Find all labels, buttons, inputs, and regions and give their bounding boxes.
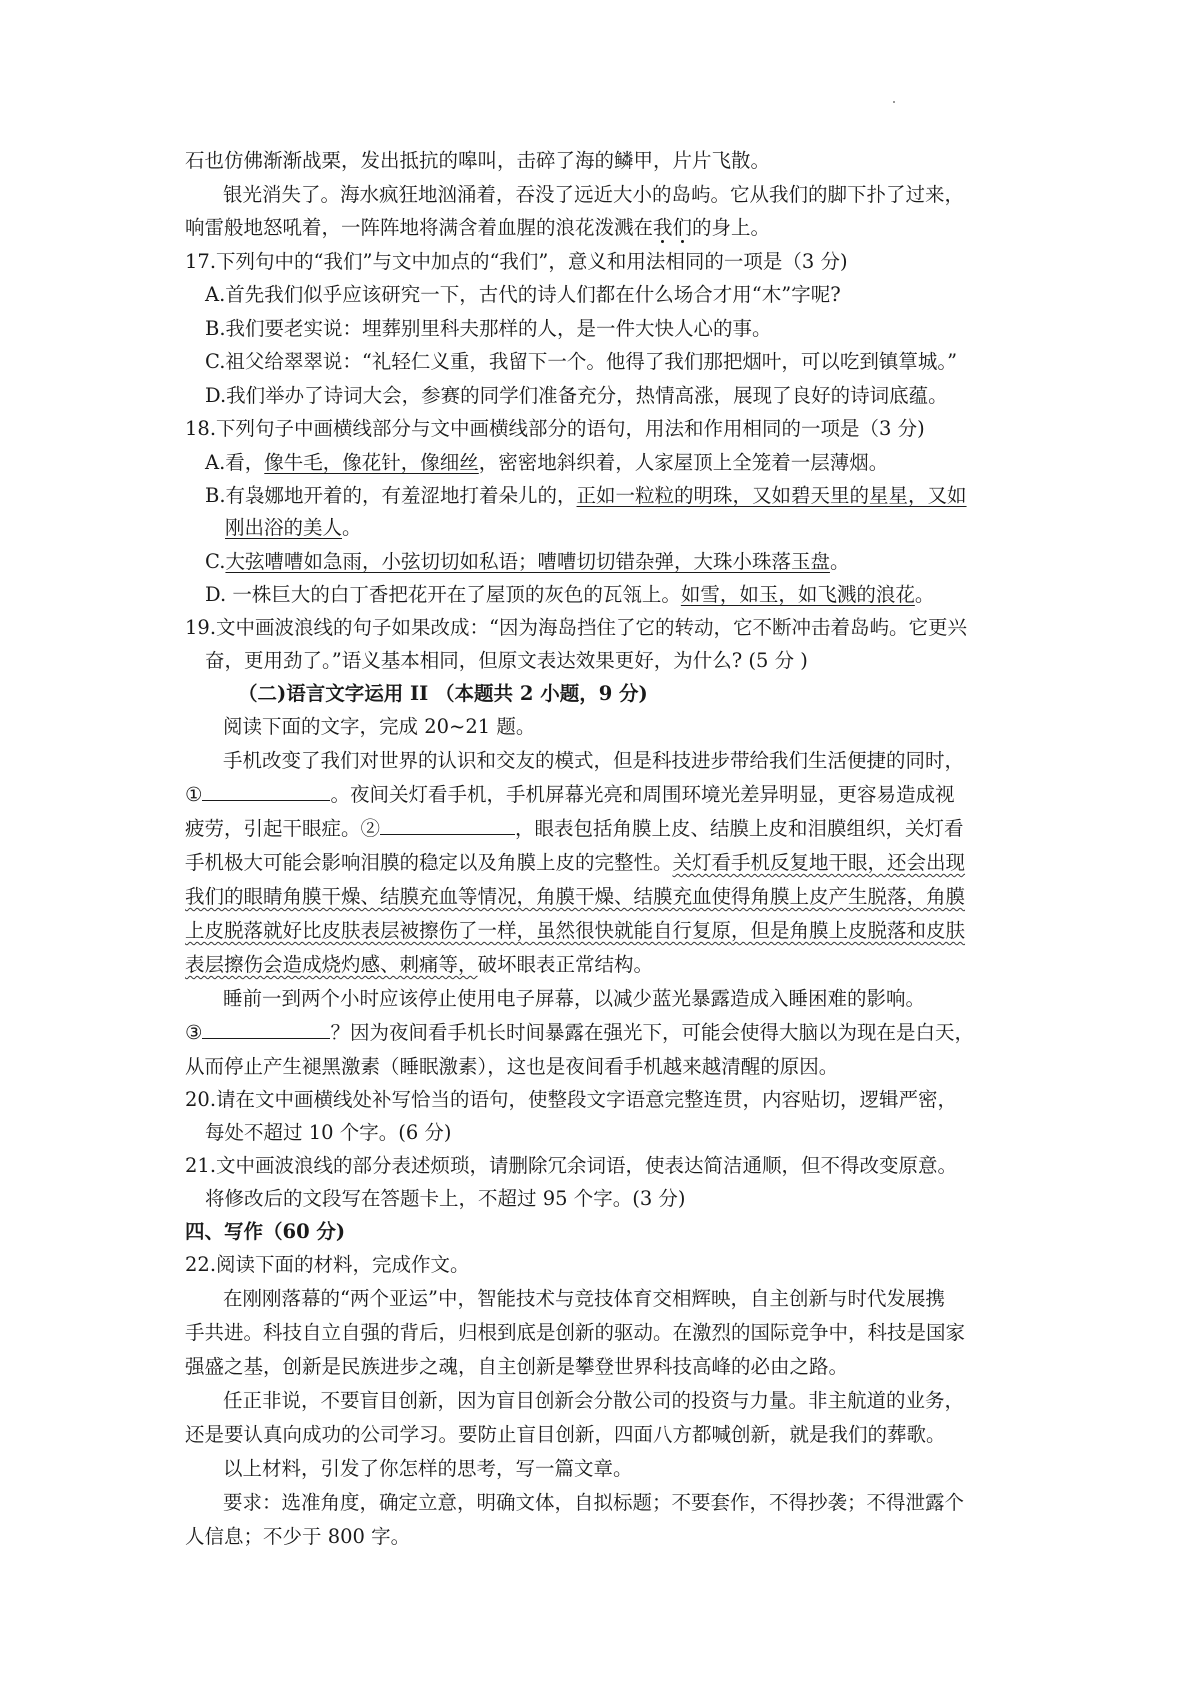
question-19-stem: 19.文中画波浪线的句子如果改成：“因为海岛挡住了它的转动，它不断冲击着岛屿。它更兴: [185, 616, 967, 639]
passage-text: 。夜间关灯看手机，手机屏幕光亮和周围环境光差异明显，更容易造成视: [330, 783, 955, 806]
requirements-line: 人信息；不少于 800 字。: [185, 1525, 411, 1548]
q18-option-b-cont: [225, 513, 362, 543]
q18-option-d: [205, 580, 934, 610]
option-text: B.有袅娜地开着的，有羞涩地打着朵儿的，: [205, 484, 577, 507]
material-line: 任正非说，不要盲目创新，因为盲目创新会分散公司的投资与力量。非主航道的业务，: [223, 1389, 965, 1412]
answer-blank-2[interactable]: [380, 814, 515, 835]
option-text: 。: [342, 516, 362, 539]
q18-option-c: [205, 547, 849, 577]
question-22-stem: 22.阅读下面的材料，完成作文。: [185, 1253, 470, 1276]
passage-line: 从而停止产生褪黑激素（睡眠激素），这也是夜间看手机越来越清醒的原因。: [185, 1055, 839, 1078]
passage-line: 手机改变了我们对世界的认识和交友的模式，但是科技进步带给我们生活便捷的同时，: [223, 749, 965, 772]
q18-option-a: [205, 448, 888, 478]
question-17-stem: 17.下列句中的“我们”与文中加点的“我们”，意义和用法相同的一项是（3 分): [185, 250, 848, 273]
passage-line: [185, 882, 965, 912]
answer-blank-1[interactable]: [202, 780, 330, 801]
option-text: A.看，: [205, 451, 265, 474]
material-line: 强盛之基，创新是民族进步之魂，自主创新是攀登世界科技高峰的必由之路。: [185, 1355, 849, 1378]
passage-line: [185, 1018, 974, 1048]
underlined-text: 刚出浴的美人: [225, 516, 343, 539]
material-line: 还是要认真向成功的公司学习。要防止盲目创新，四面八方都喊创新，就是我们的葬歌。: [185, 1423, 946, 1446]
passage-line: [185, 814, 964, 844]
wavy-text: 关灯看手机反复地干眼，还会出现: [672, 851, 966, 874]
section-4-heading: 四、写作（60 分): [185, 1220, 346, 1243]
underlined-text: 如雪，如玉，如飞溅的浪花: [680, 583, 915, 606]
q18-option-b: [205, 481, 967, 511]
wavy-text: 表层擦伤会造成烧灼感、刺痛等，: [185, 953, 478, 976]
passage-text: ，眼表包括角膜上皮、结膜上皮和泪膜组织，关灯看: [515, 817, 964, 840]
requirements-line: 要求：选准角度，确定立意，明确文体，自拟标题；不要套作，不得抄袭；不得泄露个: [223, 1491, 965, 1514]
blank-marker: ③: [185, 1021, 203, 1044]
passage-text: 疲劳，引起干眼症。②: [185, 817, 381, 840]
underlined-text: 正如一粒粒的明珠，又如碧天里的星星，又如: [576, 484, 967, 507]
scan-speck: [893, 101, 895, 103]
passage-line: [185, 950, 653, 980]
passage-text: 破坏眼表正常结构。: [477, 953, 654, 976]
material-line: 手共进。科技自立自强的背后，归根到底是创新的驱动。在激烈的国际竞争中，科技是国家: [185, 1321, 966, 1344]
q17-option-b: B.我们要老实说：埋葬别里科夫那样的人，是一件大快人心的事。: [205, 317, 772, 340]
passage-line: 银光消失了。海水疯狂地汹涌着，吞没了远近大小的岛屿。它从我们的脚下扑了过来，: [223, 183, 965, 206]
option-text: C.: [205, 550, 226, 573]
passage-line: 睡前一到两个小时应该停止使用电子屏幕，以减少蓝光暴露造成入睡困难的影响。: [223, 987, 926, 1010]
section-2-heading: （二)语言文字运用 II （本题共 2 小题，9 分): [238, 682, 648, 705]
passage-line: [185, 916, 965, 946]
dotted-char: 们: [672, 216, 693, 239]
passage-line: [185, 848, 965, 878]
question-21-stem-cont: 将修改后的文段写在答题卡上，不超过 95 个字。(3 分): [205, 1187, 686, 1210]
question-20-stem-cont: 每处不超过 10 个字。(6 分): [205, 1121, 452, 1144]
question-21-stem: 21.文中画波浪线的部分表述烦琐，请删除冗余词语，使表达简洁通顺，但不得改变原意。: [185, 1154, 958, 1177]
option-text: 。: [829, 550, 850, 573]
passage-text: 的身上。: [692, 216, 771, 239]
underlined-text: 大弦嘈嘈如急雨，小弦切切如私语；嘈嘈切切错杂弹，大珠小珠落玉盘: [225, 550, 830, 573]
question-18-stem: 18.下列句子中画横线部分与文中画横线部分的语句，用法和作用相同的一项是（3 分): [185, 417, 925, 440]
passage-text: 响雷般地怒吼着，一阵阵地将满含着血腥的浪花泼溅在: [185, 216, 654, 239]
passage-line: 石也仿佛渐渐战栗，发出抵抗的嗥叫，击碎了海的鳞甲，片片飞散。: [185, 149, 771, 172]
option-text: D. 一株巨大的白丁香把花开在了屋顶的灰色的瓦瓴上。: [205, 583, 681, 606]
option-text: 。: [914, 583, 935, 606]
material-line: 以上材料，引发了你怎样的思考，写一篇文章。: [223, 1457, 633, 1480]
answer-blank-3[interactable]: [202, 1018, 330, 1039]
blank-marker: ①: [185, 783, 203, 806]
passage-line: [185, 213, 770, 243]
dotted-char: 我: [653, 216, 673, 239]
underlined-text: 像牛毛，像花针，像细丝: [264, 451, 479, 474]
question-20-stem: 20.请在文中画横线处补写恰当的语句，使整段文字语意完整连贯，内容贴切，逻辑严密，: [185, 1088, 958, 1111]
option-text: ，密密地斜织着，人家屋顶上全笼着一层薄烟。: [478, 451, 889, 474]
passage-line: [185, 780, 955, 810]
passage-text: 手机极大可能会影响泪膜的稳定以及角膜上皮的完整性。: [185, 851, 673, 874]
section-2-intro: 阅读下面的文字，完成 20~21 题。: [223, 715, 536, 738]
material-line: 在刚刚落幕的“两个亚运”中，智能技术与竞技体育交相辉映，自主创新与时代发展携: [223, 1287, 945, 1310]
wavy-text: 我们的眼睛角膜干燥、结膜充血等情况，角膜干燥、结膜充血使得角膜上皮产生脱落，角膜: [185, 885, 966, 908]
wavy-text: 上皮脱落就好比皮肤表层被擦伤了一样，虽然很快就能自行复原，但是角膜上皮脱落和皮肤: [185, 919, 966, 942]
question-19-stem-cont: 奋，更用劲了。”语义基本相同，但原文表达效果更好，为什么? (5 分 ): [205, 649, 808, 672]
q17-option-a: A.首先我们似乎应该研究一下，古代的诗人们都在什么场合才用“木”字呢?: [205, 283, 841, 306]
passage-text: ？因为夜间看手机长时间暴露在强光下，可能会使得大脑以为现在是白天，: [330, 1021, 974, 1044]
q17-option-c: C.祖父给翠翠说：“礼轻仁义重，我留下一个。他得了我们那把烟叶，可以吃到镇筸城。”: [205, 350, 958, 373]
q17-option-d: D.我们举办了诗词大会，参赛的同学们准备充分，热情高涨，展现了良好的诗词底蕴。: [205, 384, 948, 407]
